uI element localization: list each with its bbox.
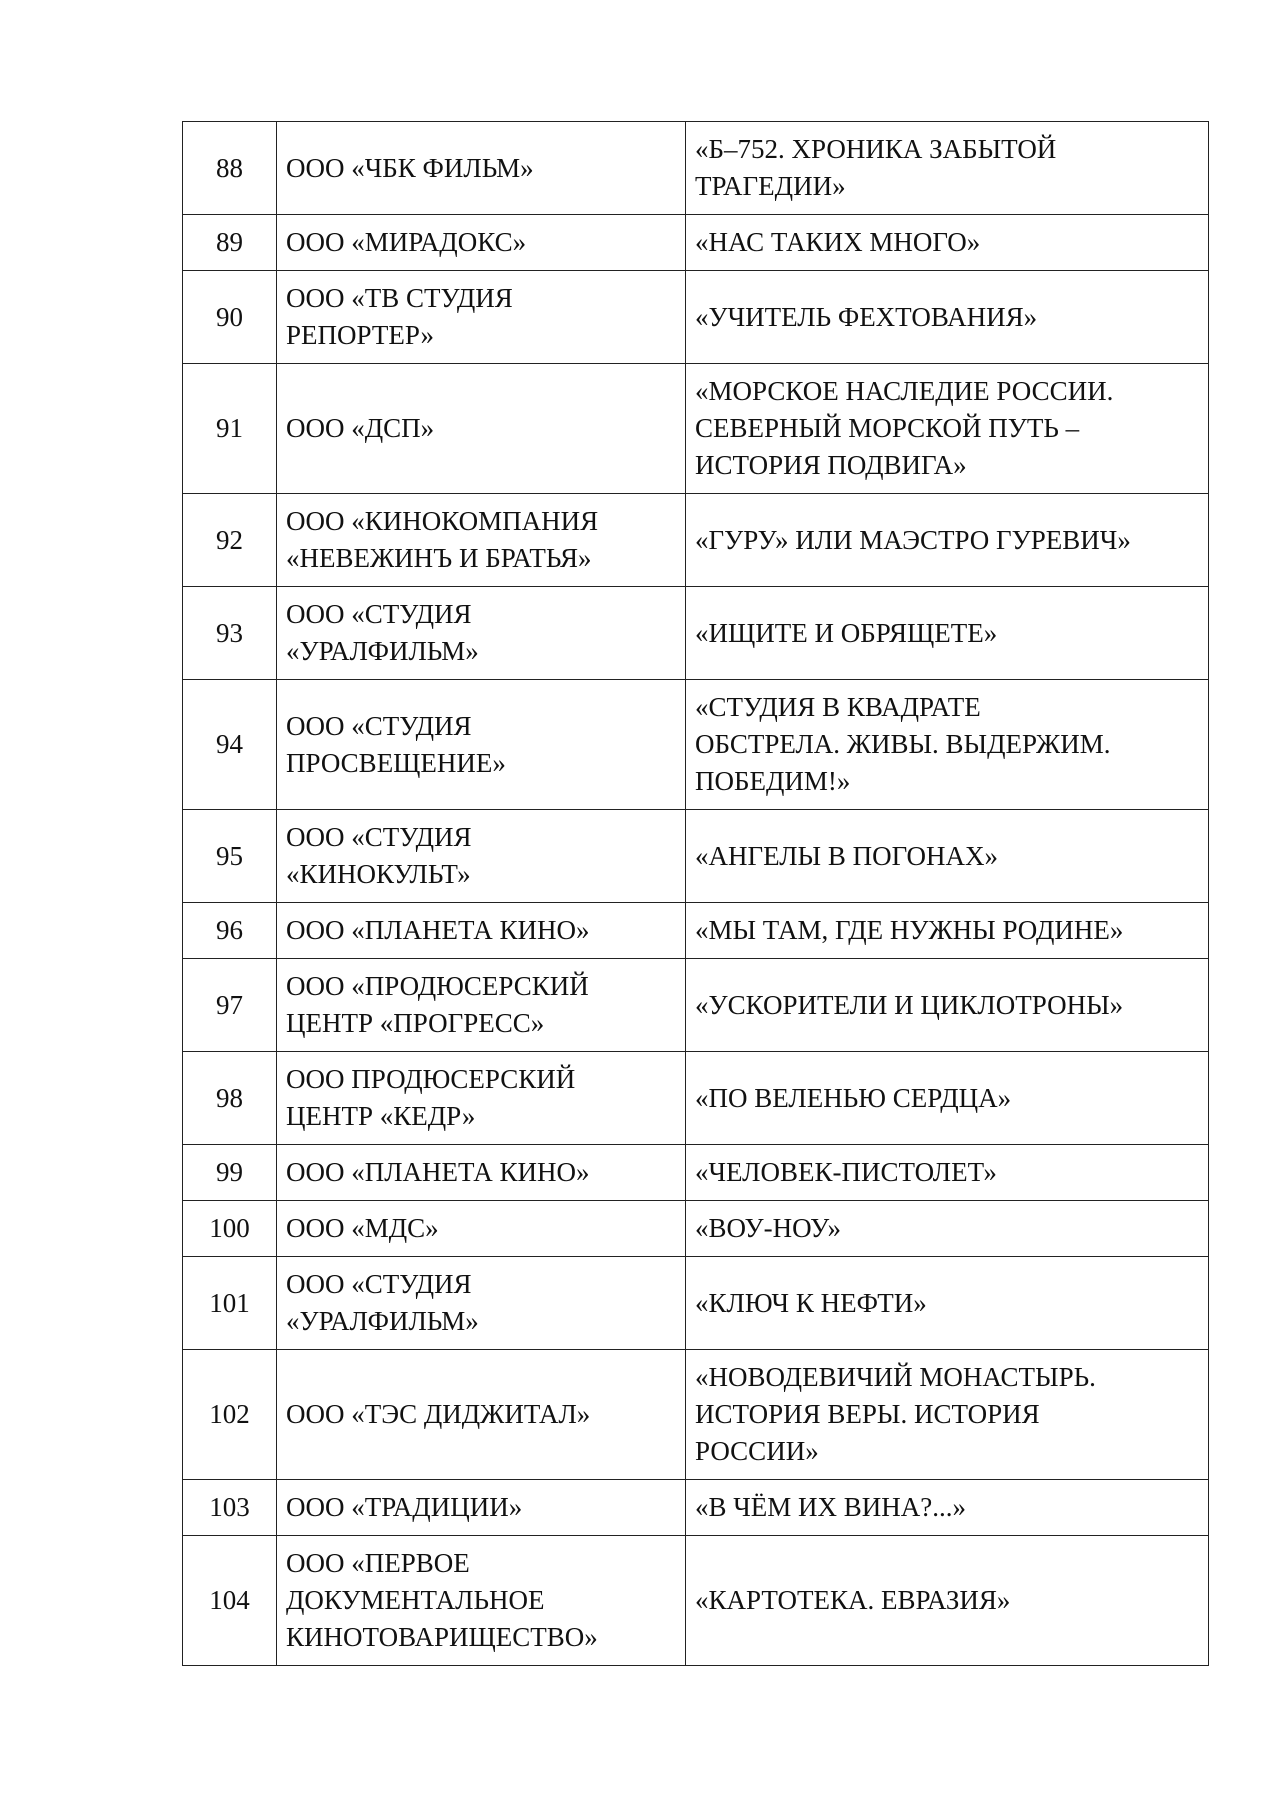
organization-cell — [277, 1257, 686, 1350]
organization-line: ООО «ПРОДЮСЕРСКИЙ — [286, 971, 589, 1001]
organization-cell — [277, 271, 686, 364]
film-title-line: «УЧИТЕЛЬ ФЕХТОВАНИЯ» — [695, 301, 1038, 332]
organization-cell — [277, 1145, 686, 1201]
row-number — [183, 494, 277, 587]
organization-line: ООО ПРОДЮСЕРСКИЙ — [286, 1064, 576, 1094]
film-title-cell — [686, 1145, 1209, 1201]
film-title-cell — [686, 680, 1209, 810]
table-body — [183, 122, 1209, 1666]
row-number — [183, 122, 277, 215]
row-number — [183, 1257, 277, 1350]
organization-line: ПРОСВЕЩЕНИЕ» — [286, 747, 506, 778]
row-number-text: 88 — [216, 152, 243, 183]
row-number-text: 102 — [209, 1399, 250, 1429]
organization-line: ООО «ТЭС ДИДЖИТАЛ» — [286, 1399, 591, 1429]
row-number — [183, 1145, 277, 1201]
organization-cell — [277, 1201, 686, 1257]
row-number-text: 99 — [216, 1157, 243, 1187]
organization-line: РЕПОРТЕР» — [286, 320, 435, 350]
organization-line: ООО «ЧБК ФИЛЬМ» — [286, 152, 534, 183]
film-title-line: «ЧЕЛОВЕК-ПИСТОЛЕТ» — [695, 1157, 997, 1187]
organization-cell — [277, 364, 686, 494]
organization-line: ООО «МДС» — [286, 1213, 439, 1243]
film-title-cell — [686, 122, 1209, 215]
table-row — [183, 1052, 1209, 1145]
row-number-text: 101 — [209, 1287, 250, 1318]
row-number — [183, 1350, 277, 1480]
film-title-line: «КАРТОТЕКА. ЕВРАЗИЯ» — [695, 1585, 1011, 1615]
organization-line: ООО «КИНОКОМПАНИЯ — [286, 506, 599, 536]
row-number-text: 92 — [216, 524, 243, 555]
film-title-line: «ГУРУ» ИЛИ МАЭСТРО ГУРЕВИЧ» — [695, 524, 1131, 555]
table-row — [183, 810, 1209, 903]
film-title-line: «АНГЕЛЫ В ПОГОНАХ» — [695, 840, 999, 871]
organization-line: «УРАЛФИЛЬМ» — [286, 636, 479, 666]
table-row — [183, 959, 1209, 1052]
row-number — [183, 1201, 277, 1257]
organization-line: ООО «ПЕРВОЕ — [286, 1548, 470, 1578]
table-row — [183, 271, 1209, 364]
film-title-line: РОССИИ» — [695, 1436, 819, 1466]
organization-line: ООО «СТУДИЯ — [286, 599, 472, 629]
film-title-cell — [686, 1257, 1209, 1350]
film-title-line: «ПО ВЕЛЕНЬЮ СЕРДЦА» — [695, 1082, 1012, 1113]
organization-line: «УРАЛФИЛЬМ» — [286, 1306, 479, 1336]
row-number — [183, 587, 277, 680]
film-title-line: «Б–752. ХРОНИКА ЗАБЫТОЙ — [695, 134, 1057, 164]
table-row — [183, 122, 1209, 215]
film-title-line: ОБСТРЕЛА. ЖИВЫ. ВЫДЕРЖИМ. — [695, 729, 1111, 759]
row-number-text: 104 — [209, 1585, 250, 1615]
row-number-text: 100 — [209, 1213, 250, 1243]
row-number-text: 93 — [216, 617, 243, 648]
row-number — [183, 1536, 277, 1666]
row-number-text: 89 — [216, 227, 243, 257]
film-title-line: ТРАГЕДИИ» — [695, 171, 846, 201]
organization-line: ООО «МИРАДОКС» — [286, 227, 527, 257]
table-row — [183, 364, 1209, 494]
row-number-text: 97 — [216, 989, 243, 1020]
organization-line: ООО «ПЛАНЕТА КИНО» — [286, 1157, 590, 1187]
organization-line: ООО «СТУДИЯ — [286, 1269, 472, 1299]
organization-cell — [277, 587, 686, 680]
film-title-cell — [686, 1536, 1209, 1666]
film-title-line: «МОРСКОЕ НАСЛЕДИЕ РОССИИ. — [695, 376, 1114, 406]
film-title-line: «В ЧЁМ ИХ ВИНА?...» — [695, 1492, 967, 1522]
film-title-cell — [686, 903, 1209, 959]
row-number-text: 96 — [216, 915, 243, 945]
film-title-cell — [686, 494, 1209, 587]
organization-cell — [277, 1052, 686, 1145]
row-number — [183, 810, 277, 903]
row-number — [183, 903, 277, 959]
table-row — [183, 1257, 1209, 1350]
organization-cell — [277, 1350, 686, 1480]
film-title-cell — [686, 1350, 1209, 1480]
film-title-line: «НАС ТАКИХ МНОГО» — [695, 227, 981, 257]
table-row — [183, 1201, 1209, 1257]
organization-cell — [277, 959, 686, 1052]
organization-line: ООО «ДСП» — [286, 413, 435, 443]
row-number-text: 90 — [216, 301, 243, 332]
film-title-line: ИСТОРИЯ ПОДВИГА» — [695, 450, 967, 480]
table-row — [183, 1480, 1209, 1536]
row-number — [183, 680, 277, 810]
organization-cell — [277, 1480, 686, 1536]
organization-line: ЦЕНТР «ПРОГРЕСС» — [286, 1008, 545, 1038]
film-title-cell — [686, 215, 1209, 271]
row-number-text: 91 — [216, 413, 243, 443]
row-number — [183, 959, 277, 1052]
organization-cell — [277, 494, 686, 587]
organization-line: КИНОТОВАРИЩЕСТВО» — [286, 1622, 598, 1652]
organization-cell — [277, 1536, 686, 1666]
table-row — [183, 1350, 1209, 1480]
organization-cell — [277, 903, 686, 959]
organization-cell — [277, 215, 686, 271]
table-row — [183, 1145, 1209, 1201]
row-number-text: 94 — [216, 729, 243, 759]
film-title-line: «НОВОДЕВИЧИЙ МОНАСТЫРЬ. — [695, 1362, 1096, 1392]
organization-line: ООО «ТРАДИЦИИ» — [286, 1492, 523, 1522]
film-title-cell — [686, 364, 1209, 494]
row-number — [183, 271, 277, 364]
organization-line: ООО «СТУДИЯ — [286, 710, 472, 741]
film-title-cell — [686, 959, 1209, 1052]
row-number — [183, 1052, 277, 1145]
films-table — [182, 121, 1209, 1666]
film-title-line: ПОБЕДИМ!» — [695, 766, 851, 796]
table-row — [183, 494, 1209, 587]
film-title-line: «ИЩИТЕ И ОБРЯЩЕТЕ» — [695, 617, 998, 648]
film-title-cell — [686, 1052, 1209, 1145]
row-number — [183, 364, 277, 494]
organization-line: ЦЕНТР «КЕДР» — [286, 1101, 476, 1131]
table-row — [183, 215, 1209, 271]
organization-line: «НЕВЕЖИНЪ И БРАТЬЯ» — [286, 543, 592, 573]
organization-line: ДОКУМЕНТАЛЬНОЕ — [286, 1585, 545, 1615]
organization-line: «КИНОКУЛЬТ» — [286, 859, 471, 889]
row-number — [183, 215, 277, 271]
table-row — [183, 1536, 1209, 1666]
film-title-cell — [686, 810, 1209, 903]
film-title-cell — [686, 587, 1209, 680]
row-number — [183, 1480, 277, 1536]
film-title-line: СЕВЕРНЫЙ МОРСКОЙ ПУТЬ – — [695, 413, 1080, 443]
film-title-line: «УСКОРИТЕЛИ И ЦИКЛОТРОНЫ» — [695, 989, 1124, 1020]
organization-cell — [277, 680, 686, 810]
organization-cell — [277, 122, 686, 215]
film-title-line: «МЫ ТАМ, ГДЕ НУЖНЫ РОДИНЕ» — [695, 915, 1124, 945]
organization-cell — [277, 810, 686, 903]
organization-line: ООО «СТУДИЯ — [286, 822, 472, 852]
film-title-line: «ВОУ-НОУ» — [695, 1213, 841, 1243]
film-title-cell — [686, 1480, 1209, 1536]
film-title-line: «СТУДИЯ В КВАДРАТЕ — [695, 692, 981, 722]
table-row — [183, 903, 1209, 959]
organization-line: ООО «ТВ СТУДИЯ — [286, 283, 513, 313]
table-row — [183, 680, 1209, 810]
film-title-line: «КЛЮЧ К НЕФТИ» — [695, 1287, 927, 1318]
film-title-cell — [686, 271, 1209, 364]
row-number-text: 95 — [216, 840, 243, 871]
film-title-cell — [686, 1201, 1209, 1257]
table-row — [183, 587, 1209, 680]
row-number-text: 98 — [216, 1082, 243, 1113]
row-number-text: 103 — [209, 1492, 250, 1522]
organization-line: ООО «ПЛАНЕТА КИНО» — [286, 915, 590, 945]
film-title-line: ИСТОРИЯ ВЕРЫ. ИСТОРИЯ — [695, 1399, 1040, 1429]
